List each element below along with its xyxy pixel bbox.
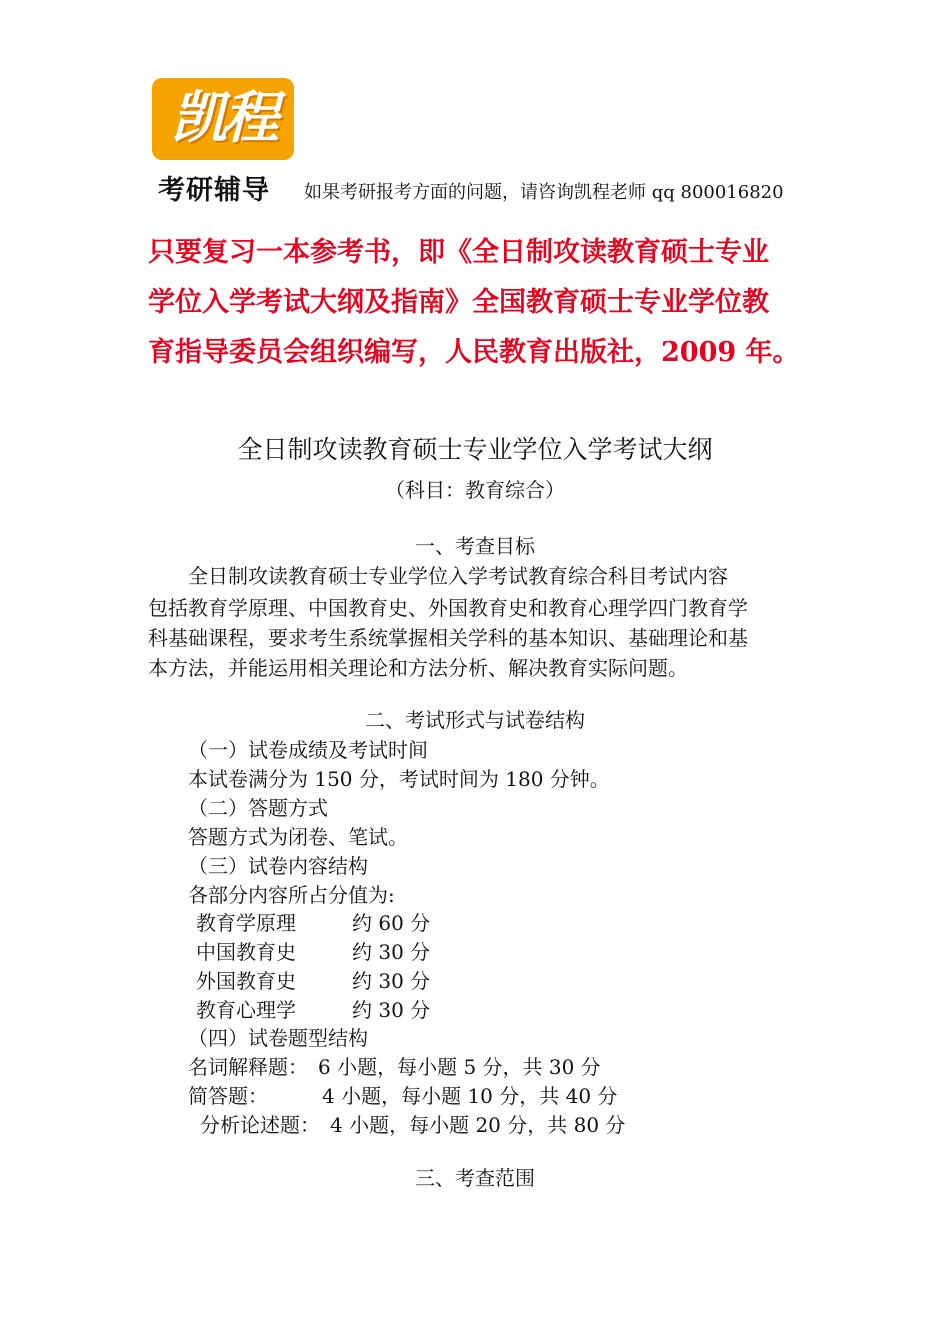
section2-sub2: （二）答题方式 [188, 796, 328, 820]
section3-heading: 三、考查范围 [415, 1166, 535, 1190]
score-value-2: 约 30 分 [352, 940, 431, 964]
section1-heading: 一、考查目标 [415, 534, 535, 558]
section2-sub1: （一）试卷成绩及考试时间 [188, 738, 428, 762]
section2-sub2-text: 答题方式为闭卷、笔试。 [188, 825, 408, 849]
kaicheng-logo [148, 72, 298, 204]
score-subject-2: 中国教育史 [196, 940, 296, 964]
section2-sub3: （三）试卷内容结构 [188, 854, 368, 878]
document-title: 全日制攻读教育硕士专业学位入学考试大纲 [237, 435, 713, 464]
score-value-4: 约 30 分 [352, 998, 431, 1022]
type-desc-2: 4 小题，每小题 10 分，共 40 分 [322, 1084, 618, 1108]
logo-badge: 凯程 [152, 78, 294, 160]
type-label-3: 分析论述题： [200, 1113, 320, 1137]
score-subject-3: 外国教育史 [196, 969, 296, 993]
type-label-1: 名词解释题： [188, 1055, 308, 1079]
section2-sub1-text: 本试卷满分为 150 分，考试时间为 180 分钟。 [188, 767, 610, 791]
type-desc-1: 6 小题，每小题 5 分，共 30 分 [318, 1055, 601, 1079]
section1-para-line-3: 科基础课程，要求考生系统掌握相关学科的基本知识、基础理论和基 [148, 626, 748, 650]
type-desc-3: 4 小题，每小题 20 分，共 80 分 [330, 1113, 626, 1137]
section2-sub4: （四）试卷题型结构 [188, 1026, 368, 1050]
notice-line-3: 育指导委员会组织编写，人民教育出版社，2009 年。 [148, 337, 800, 368]
type-label-2: 简答题： [188, 1084, 268, 1108]
notice-line-1: 只要复习一本参考书，即《全日制攻读教育硕士专业 [148, 237, 769, 268]
section1-para-line-4: 本方法，并能运用相关理论和方法分析、解决教育实际问题。 [148, 656, 688, 680]
notice-line-2: 学位入学考试大纲及指南》全国教育硕士专业学位教 [148, 287, 769, 318]
document-subtitle: （科目：教育综合） [385, 478, 565, 502]
logo-subtitle: 考研辅导 [158, 175, 270, 206]
section1-para-line-1: 全日制攻读教育硕士专业学位入学考试教育综合科目考试内容 [188, 564, 728, 588]
section2-heading: 二、考试形式与试卷结构 [365, 708, 585, 732]
section1-para-line-2: 包括教育学原理、中国教育史、外国教育史和教育心理学四门教育学 [148, 596, 748, 620]
score-subject-4: 教育心理学 [196, 998, 296, 1022]
score-subject-1: 教育学原理 [196, 911, 296, 935]
section2-sub3-text: 各部分内容所占分值为: [188, 883, 395, 907]
header-contact-note: 如果考研报考方面的问题，请咨询凯程老师 qq 800016820 [304, 182, 784, 203]
score-value-3: 约 30 分 [352, 969, 431, 993]
score-value-1: 约 60 分 [352, 911, 431, 935]
